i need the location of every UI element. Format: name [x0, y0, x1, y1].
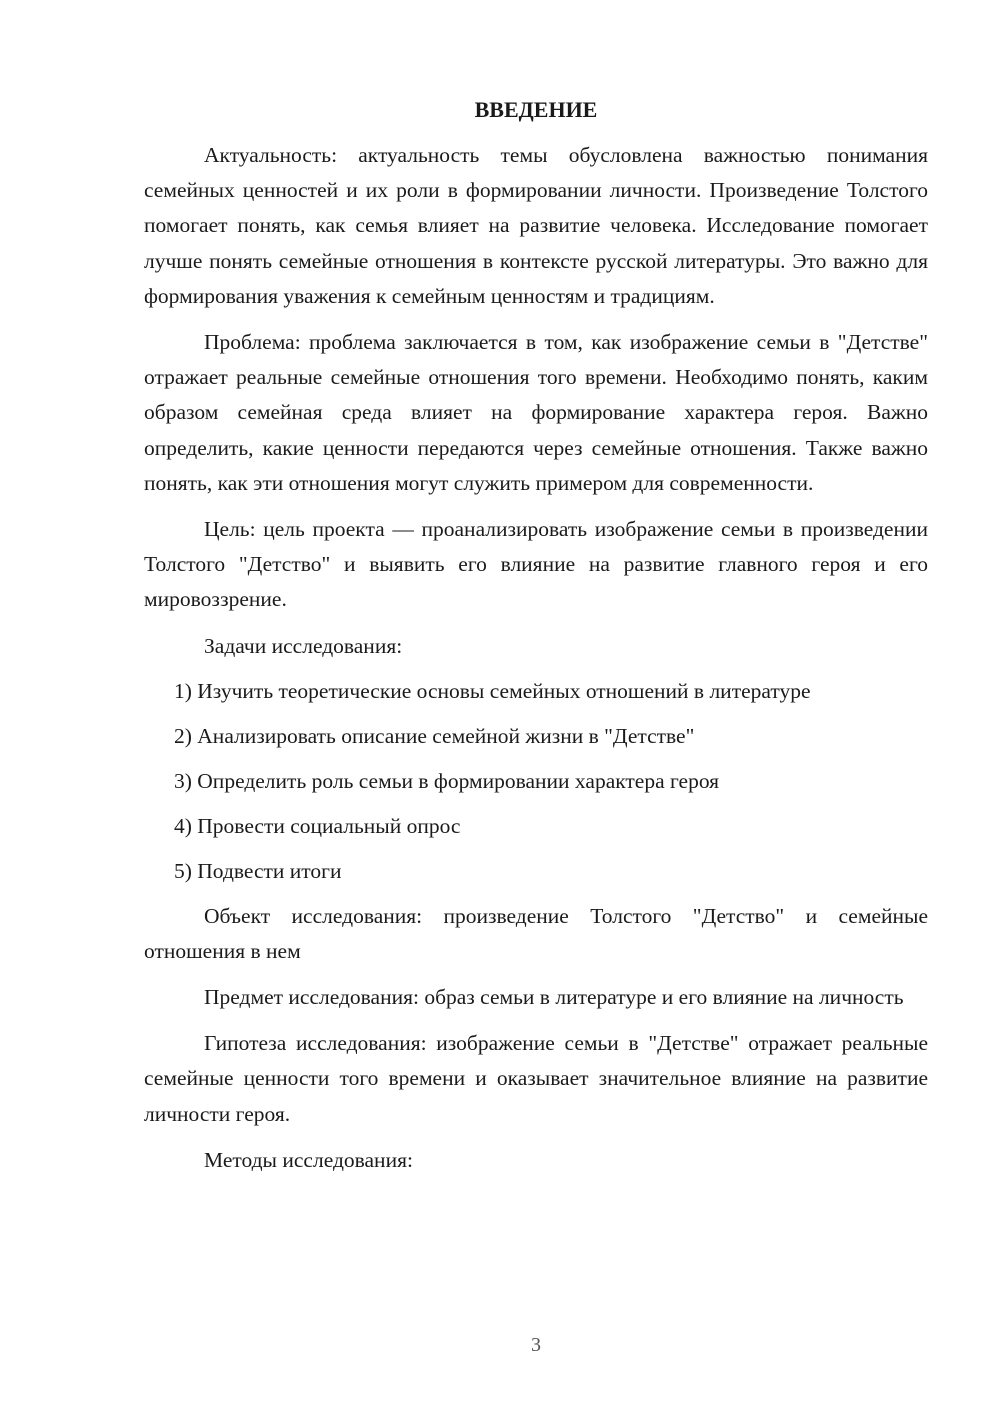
subject-paragraph: Предмет исследования: образ семьи в литературе и его влияние на личность [204, 985, 904, 1010]
section-title: ВВЕДЕНИЕ [474, 97, 598, 122]
hypothesis-paragraph: Гипотеза исследования: изображение семьи в "Детстве" отражает реальные семейные ценности того времени и оказывает значительное влияние на развитие личности героя. [144, 1031, 928, 1126]
page-content [144, 96, 928, 1188]
tasks-list [144, 674, 928, 889]
task-item: 5) Подвести итоги [174, 858, 342, 883]
task-item: 3) Определить роль семьи в формировании характера героя [174, 768, 720, 793]
problem-paragraph: Проблема: проблема заключается в том, как изображение семьи в "Детстве" отражает реальные семейные отношения того времени. Необходимо понять, каким образом семейная среда влияет на формирование характера героя. Важно определить, какие ценности передаются через семейные отношения. Также важно понять, как эти отношения могут служить примером для современности. [144, 330, 928, 495]
tasks-heading: Задачи исследования: [204, 633, 403, 658]
goal-paragraph: Цель: цель проекта — проанализировать изображение семьи в произведении Толстого "Детство" и выявить его влияние на развитие главного героя и его мировоззрение. [144, 517, 928, 612]
object-paragraph: Объект исследования: произведение Толстого "Детство" и семейные отношения в нем [144, 903, 928, 963]
task-item: 1) Изучить теоретические основы семейных отношений в литературе [174, 678, 811, 703]
task-item: 4) Провести социальный опрос [174, 813, 461, 838]
task-item: 2) Анализировать описание семейной жизни в "Детстве" [174, 723, 695, 748]
methods-heading: Методы исследования: [204, 1147, 413, 1172]
page-number: 3 [531, 1334, 541, 1356]
relevance-paragraph: Актуальность: актуальность темы обусловлена важностью понимания семейных ценностей и их роли в формировании личности. Произведение Толстого помогает понять, как семья влияет на развитие человека. Исследование помогает лучше понять семейные отношения в контексте русской литературы. Это важно для формирования уважения к семейным ценностям и традициям. [144, 143, 928, 308]
